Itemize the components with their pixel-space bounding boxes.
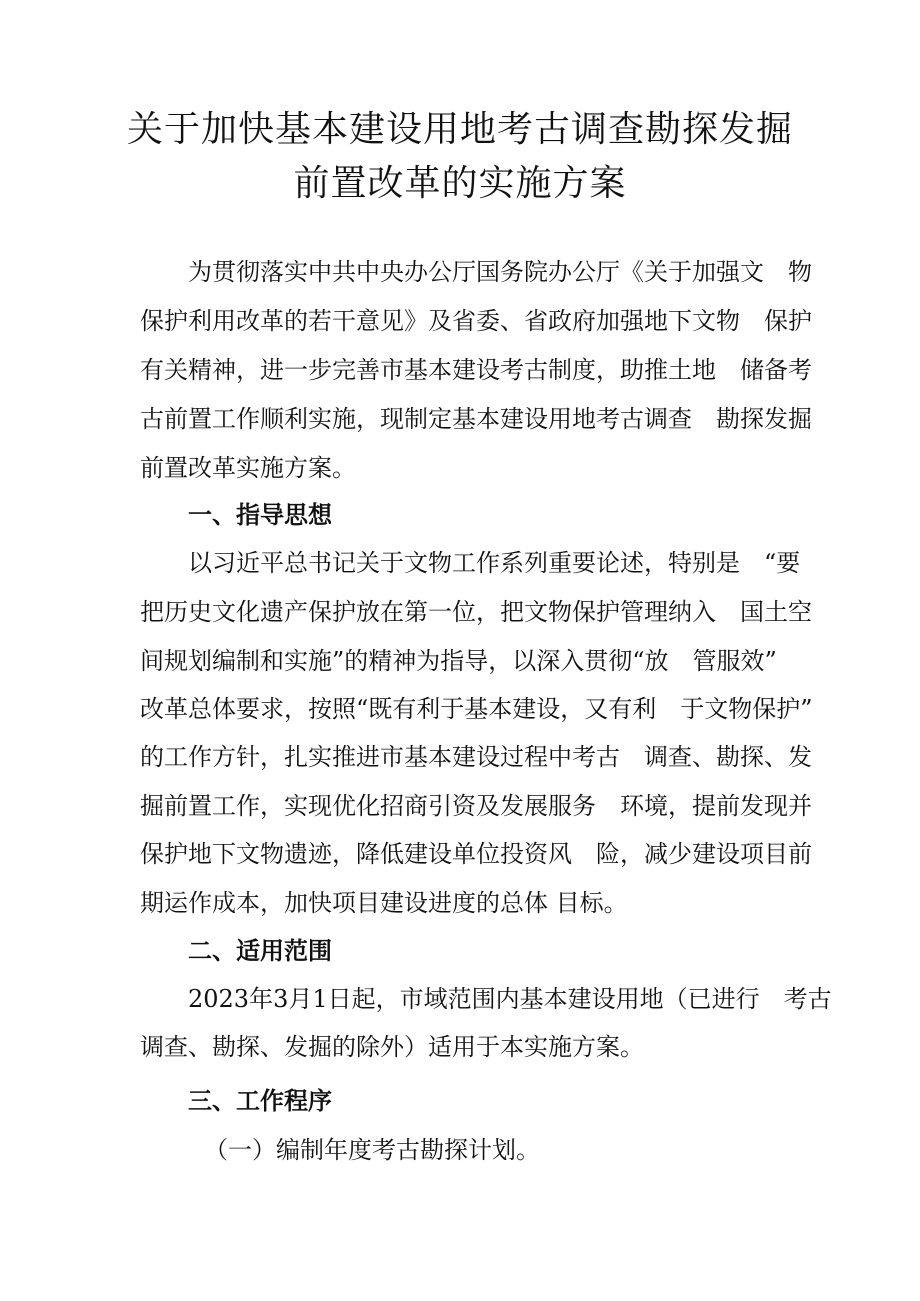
paragraph-line: 改革总体要求，按照“既有利于基本建设，又有利 于文物保护”: [140, 695, 813, 723]
paragraph-line: 调查、勘探、发掘的除外）适用于本实施方案。: [140, 1033, 644, 1061]
paragraph-line: 有关精神，进一步完善市基本建设考古制度，助推土地 储备考: [140, 356, 812, 384]
paragraph-line: 把历史文化遗产保护放在第一位，把文物保护管理纳入 国土空: [140, 598, 812, 626]
paragraph-line: 保护利用改革的若干意见》及省委、省政府加强地下文物 保护: [140, 307, 812, 335]
paragraph-line: 为贯彻落实中共中央办公厅国务院办公厅《关于加强文 物: [188, 258, 812, 286]
section-heading-guiding-thought: 一、指导思想: [188, 501, 332, 529]
paragraph-line: 的工作方针，扎实推进市基本建设过程中考古 调查、勘探、发: [140, 743, 812, 771]
paragraph-line: 保护地下文物遗迹，降低建设单位投资风 险，减少建设项目前: [140, 840, 812, 868]
paragraph-line: 古前置工作顺利实施，现制定基本建设用地考古调查 勘探发掘: [140, 405, 812, 433]
section-heading-procedure: 三、工作程序: [188, 1087, 332, 1115]
paragraph-line: 期运作成本，加快项目建设进度的总体 目标。: [140, 889, 628, 917]
paragraph-line: 2023年3月1日起，市域范围内基本建设用地（已进行 考古: [188, 985, 832, 1013]
paragraph-line: 掘前置工作，实现优化招商引资及发展服务 环境，提前发现并: [140, 792, 812, 820]
section-heading-scope: 二、适用范围: [188, 937, 332, 965]
paragraph-line: 前置改革实施方案。: [140, 454, 356, 482]
paragraph-line: 以习近平总书记关于文物工作系列重要论述，特别是 “要: [188, 549, 801, 577]
document-title-line-1: 关于加快基本建设用地考古调查勘探发掘: [126, 109, 793, 150]
paragraph-line: 间规划编制和实施”的精神为指导，以深入贯彻“放 管服效”: [140, 647, 777, 675]
sub-item-annual-plan: （一）编制年度考古勘探计划。: [204, 1136, 540, 1164]
document-title-line-2: 前置改革的实施方案: [293, 163, 627, 204]
